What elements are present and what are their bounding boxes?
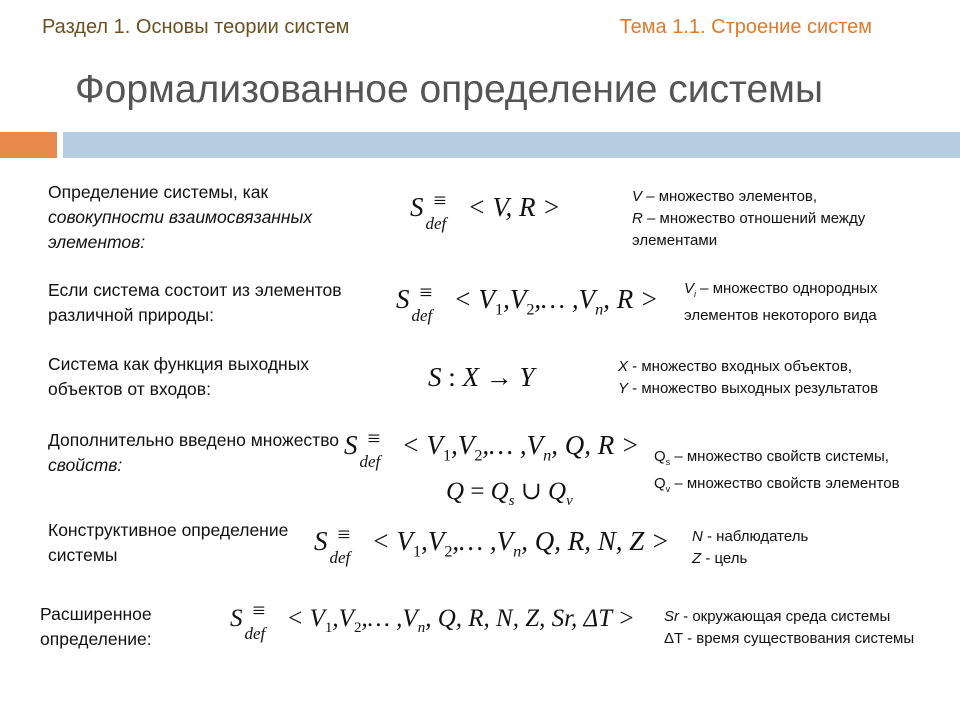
row-1-label-plain: Определение системы, как [48, 182, 269, 202]
defined-as-symbol: ≡ def [425, 188, 447, 233]
row-5-label: Конструктивное определение системы [48, 520, 289, 565]
row-1-notes: V – множество элементов, R – множество отношений между элементами [632, 188, 866, 249]
section-title: Раздел 1. Основы теории систем [42, 16, 350, 38]
row-4-label [48, 428, 348, 478]
row-4-formula: S ≡ def < $V_1,V_2,\dots$ $,V_n$, Q, R > [344, 426, 640, 471]
row-6-notes: Sr - окружающая среда системы ΔT - время существования системы [664, 608, 915, 647]
accent-bar-blue [63, 132, 960, 158]
defined-as-symbol: ≡ def [359, 426, 381, 471]
defined-as-symbol: ≡ def [244, 598, 266, 643]
defined-as-symbol: ≡ def [411, 280, 433, 325]
row-4-formula-2: $Q = Q_s$ ∪ $Q_v$ [446, 478, 573, 509]
row-5-notes: N - наблюдатель Z - цель [692, 528, 809, 567]
row-3-formula: S : X → Y [428, 362, 535, 392]
row-3-notes: X - множество входных объектов, Y - множество выходных результатов [618, 358, 879, 397]
row-1-label-italic: совокупности взаимосвязанных элементов: [48, 207, 313, 252]
accent-bar-orange [0, 132, 57, 158]
topic-title: Тема 1.1. Строение систем [619, 16, 872, 38]
row-6-label: Расширенное определение: [40, 604, 152, 649]
row-1-label [48, 180, 388, 255]
row-6-formula: S ≡ def < $V_1,V_2,\dots$ $,V_n$, Q, R, N, Z, Sr, ΔT > [230, 598, 635, 643]
row-4-notes: $Q_s$ – множество свойств системы, $Q_v$ – множество свойств элементов [654, 448, 900, 494]
row-3-label: Система как функция выходных объектов от входов: [48, 354, 310, 399]
row-1-formula: S ≡ def < V, R > [410, 188, 561, 233]
row-2-label: Если система состоит из элементов различной природы: [48, 280, 342, 325]
row-2-formula: S ≡ def < $V_1,V_2,\dots$ $,V_n$, R > [396, 280, 659, 325]
row-5-formula: S ≡ def < $V_1,V_2,\dots$ $,V_n$, Q, R, N, Z > [314, 522, 670, 567]
row-4-label-plain: Дополнительно введено множество [48, 430, 340, 450]
slide-title: Формализованное определение системы [75, 68, 823, 111]
row-2-notes: $V_i$ – множество однородных элементов некоторого вида [684, 280, 878, 324]
row-4-label-italic: свойств: [48, 455, 123, 475]
defined-as-symbol: ≡ def [329, 522, 351, 567]
